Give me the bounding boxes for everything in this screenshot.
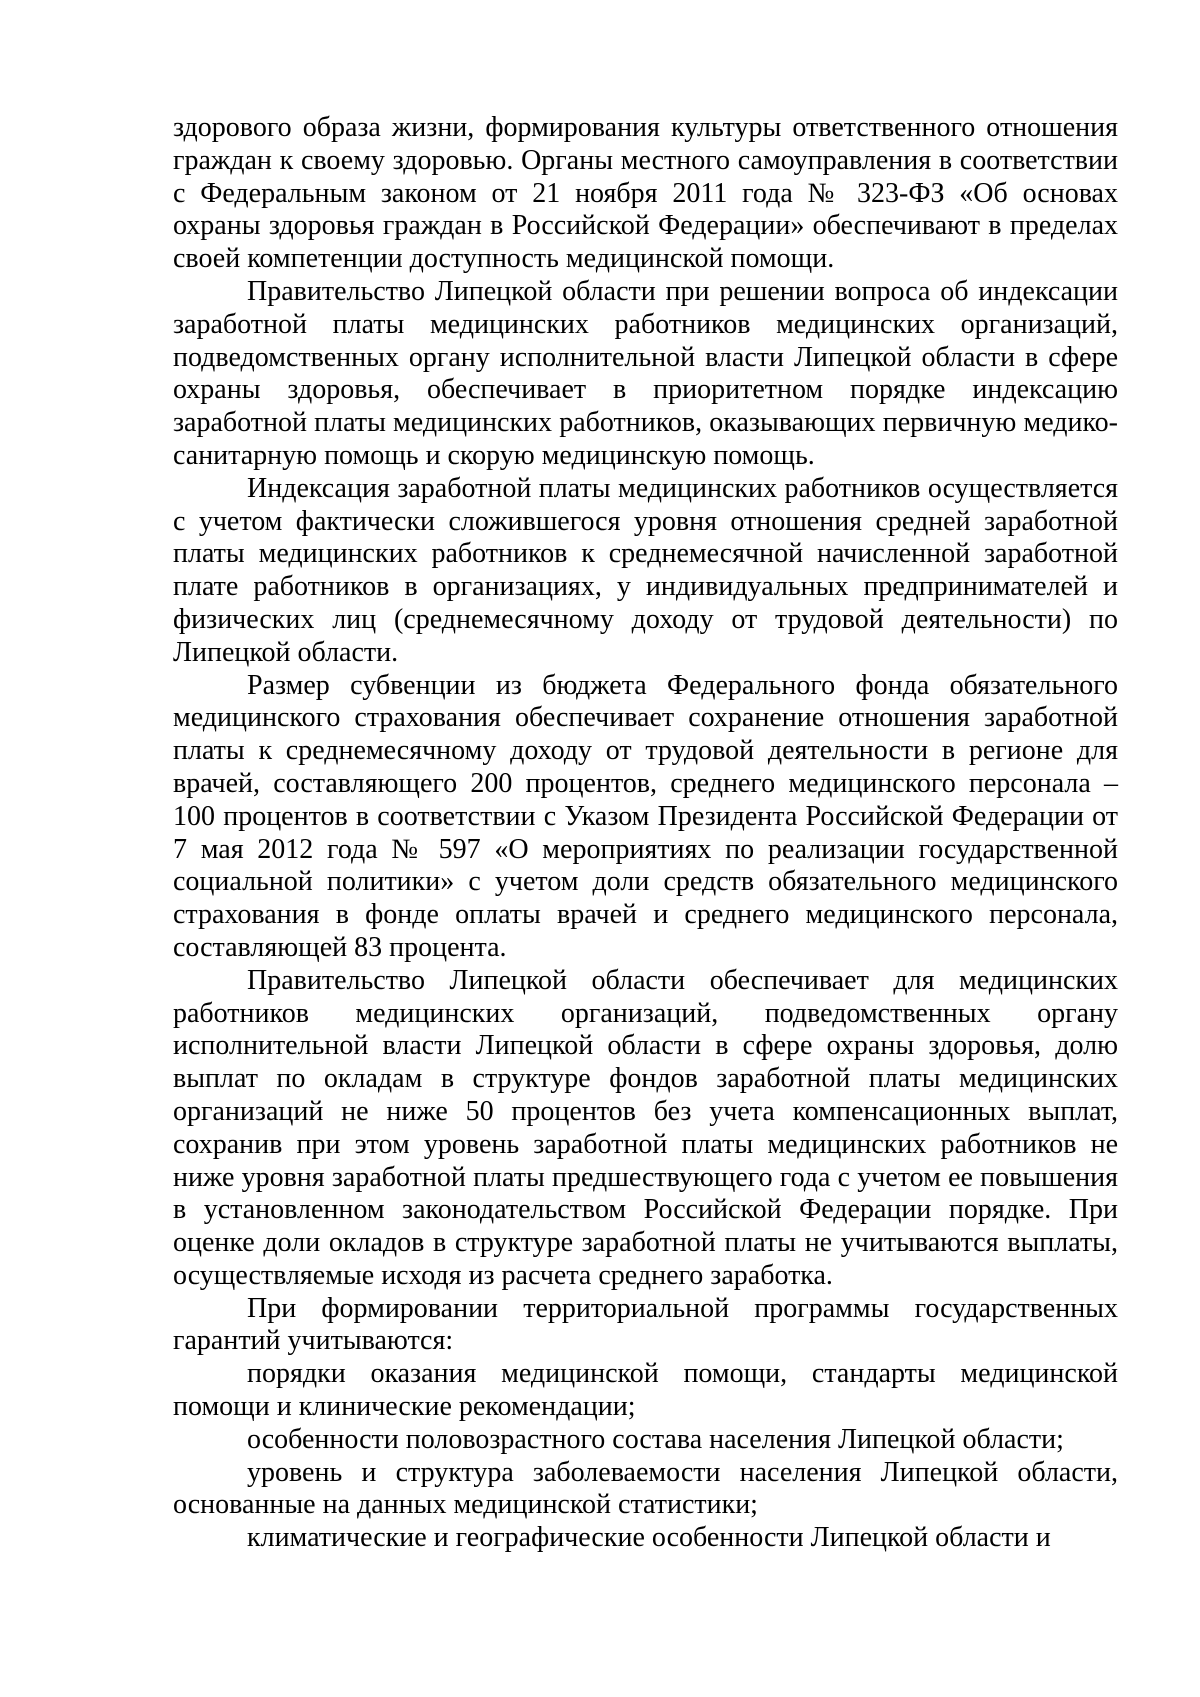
list-item-morbidity-structure: уровень и структура заболеваемости населения Липецкой области, основанные на данных медицинской статистики; (173, 1456, 1118, 1521)
list-item-climate-geography: климатические и географические особенности Липецкой области и (247, 1522, 1051, 1554)
list-item-population-composition: особенности половозрастного состава населения Липецкой области; (247, 1423, 1064, 1455)
paragraph-healthy-lifestyle: здорового образа жизни, формирования культуры ответственного отношения граждан к своему здоровью. Органы местного самоуправления в соответствии с Федеральным законом от 21 ноября 2011 года № 323-ФЗ «Об основах охраны здоровья граждан в Российской Федерации» обеспечивают в пределах своей компетенции доступность медицинской помощи. (173, 112, 1118, 275)
paragraph-program-formation: При формировании территориальной программы государственных гарантий учитываются: (173, 1292, 1118, 1357)
list-item-care-procedures: порядки оказания медицинской помощи, стандарты медицинской помощи и клинические рекомендации; (173, 1358, 1118, 1423)
paragraph-indexation-basis: Индексация заработной платы медицинских работников осуществляется с учетом фактически сложившегося уровня отношения средней заработной платы медицинских работников к среднемесячной начисленной заработной плате работников в организациях, у индивидуальных предпринимателей и физических лиц (среднемесячному доходу от трудовой деятельности) по Липецкой области. (173, 472, 1118, 668)
paragraph-subvention-size: Размер субвенции из бюджета Федерального фонда обязательного медицинского страхования обеспечивает сохранение отношения заработной платы к среднемесячному доходу от трудовой деятельности в регионе для врачей, составляющего 200 процентов, среднего медицинского персонала – 100 процентов в соответствии с Указом Президента Российской Федерации от 7 мая 2012 года № 597 «О мероприятиях по реализации государственной социальной политики» с учетом доли средств обязательного медицинского страхования в фонде оплаты врачей и среднего медицинского персонала, составляющей 83 процента. (173, 669, 1118, 963)
paragraph-salary-structure: Правительство Липецкой области обеспечивает для медицинских работников медицинских организаций, подведомственных органу исполнительной власти Липецкой области в сфере охраны здоровья, долю выплат по окладам в структуре фондов заработной платы медицинских организаций не ниже 50 процентов без учета компенсационных выплат, сохранив при этом уровень заработной платы медицинских работников не ниже уровня заработной платы предшествующего года с учетом ее повышения в установленном законодательством Российской Федерации порядке. При оценке доли окладов в структуре заработной платы не учитываются выплаты, осуществляемые исходя из расчета среднего заработка. (173, 964, 1118, 1291)
paragraph-salary-indexation: Правительство Липецкой области при решении вопроса об индексации заработной платы медицинских работников медицинских организаций, подведомственных органу исполнительной власти Липецкой области в сфере охраны здоровья, обеспечивает в приоритетном порядке индексацию заработной платы медицинских работников, оказывающих первичную медико-санитарную помощь и скорую медицинскую помощь. (173, 275, 1118, 471)
document-body (173, 112, 1118, 1555)
